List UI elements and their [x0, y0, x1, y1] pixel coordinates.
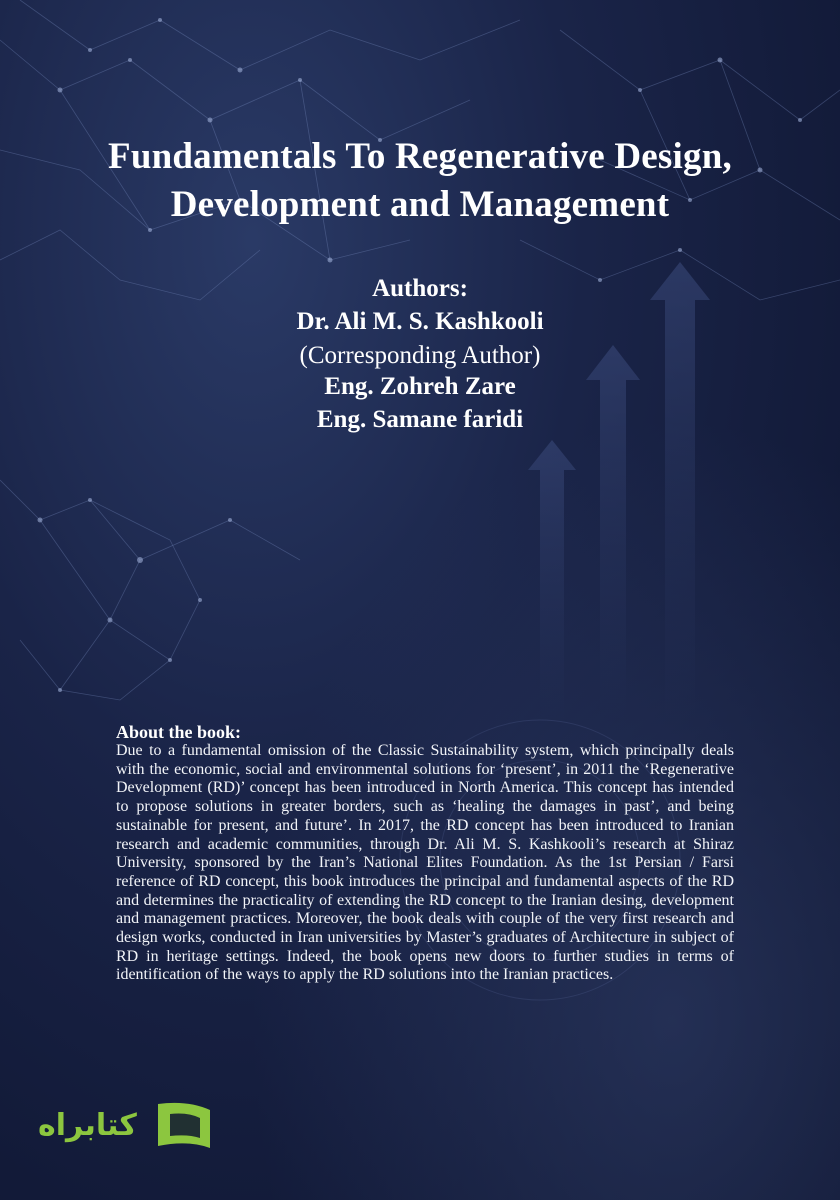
book-title-line-1: Fundamentals To Regenerative Design,	[108, 136, 732, 177]
author-name: Eng. Samane faridi	[316, 406, 524, 433]
author-role: (Corresponding Author)	[299, 342, 541, 369]
about-the-book-section	[116, 722, 734, 985]
publisher-logo-text: کتابراه	[38, 1108, 137, 1143]
publisher-logo	[38, 1096, 218, 1156]
about-heading: About the book:	[116, 722, 242, 742]
author-name: Dr. Ali M. S. Kashkooli	[296, 308, 544, 335]
authors-label: Authors:	[372, 275, 468, 302]
about-body-text: Due to a fundamental omission of the Classic Sustainability system, which principally deals with the economic, social and environmental solutions for ‘present’, in 2011 the ‘Regenerative Development (RD)’ concept has been introduced in North America. This concept has intended to propose solutions in greater borders, such as ‘healing the damages in past’, and being sustainable for present, and future’. In 2017, the RD concept has been introduced to Iranian research and academic communities, through Dr. Ali M. S. Kashkooli’s research at Shiraz University, sponsored by the Iran’s National Elites Foundation. As the 1st Persian / Farsi reference of RD concept, this book introduces the principal and fundamental aspects of the RD and determines the practicality of extending the RD concept to the Iranian desing, development and management practices. Moreover, the book deals with couple of the very first research and design works, conducted in Iran universities by Master’s graduates of Architecture in subject of RD in heritage settings. Indeed, the book opens new doors to further studies in terms of identification of the ways to apply the RD solutions into the Iranian practices.	[116, 742, 734, 984]
book-title-line-2: Development and Management	[170, 184, 670, 225]
author-name: Eng. Zohreh Zare	[324, 373, 516, 400]
